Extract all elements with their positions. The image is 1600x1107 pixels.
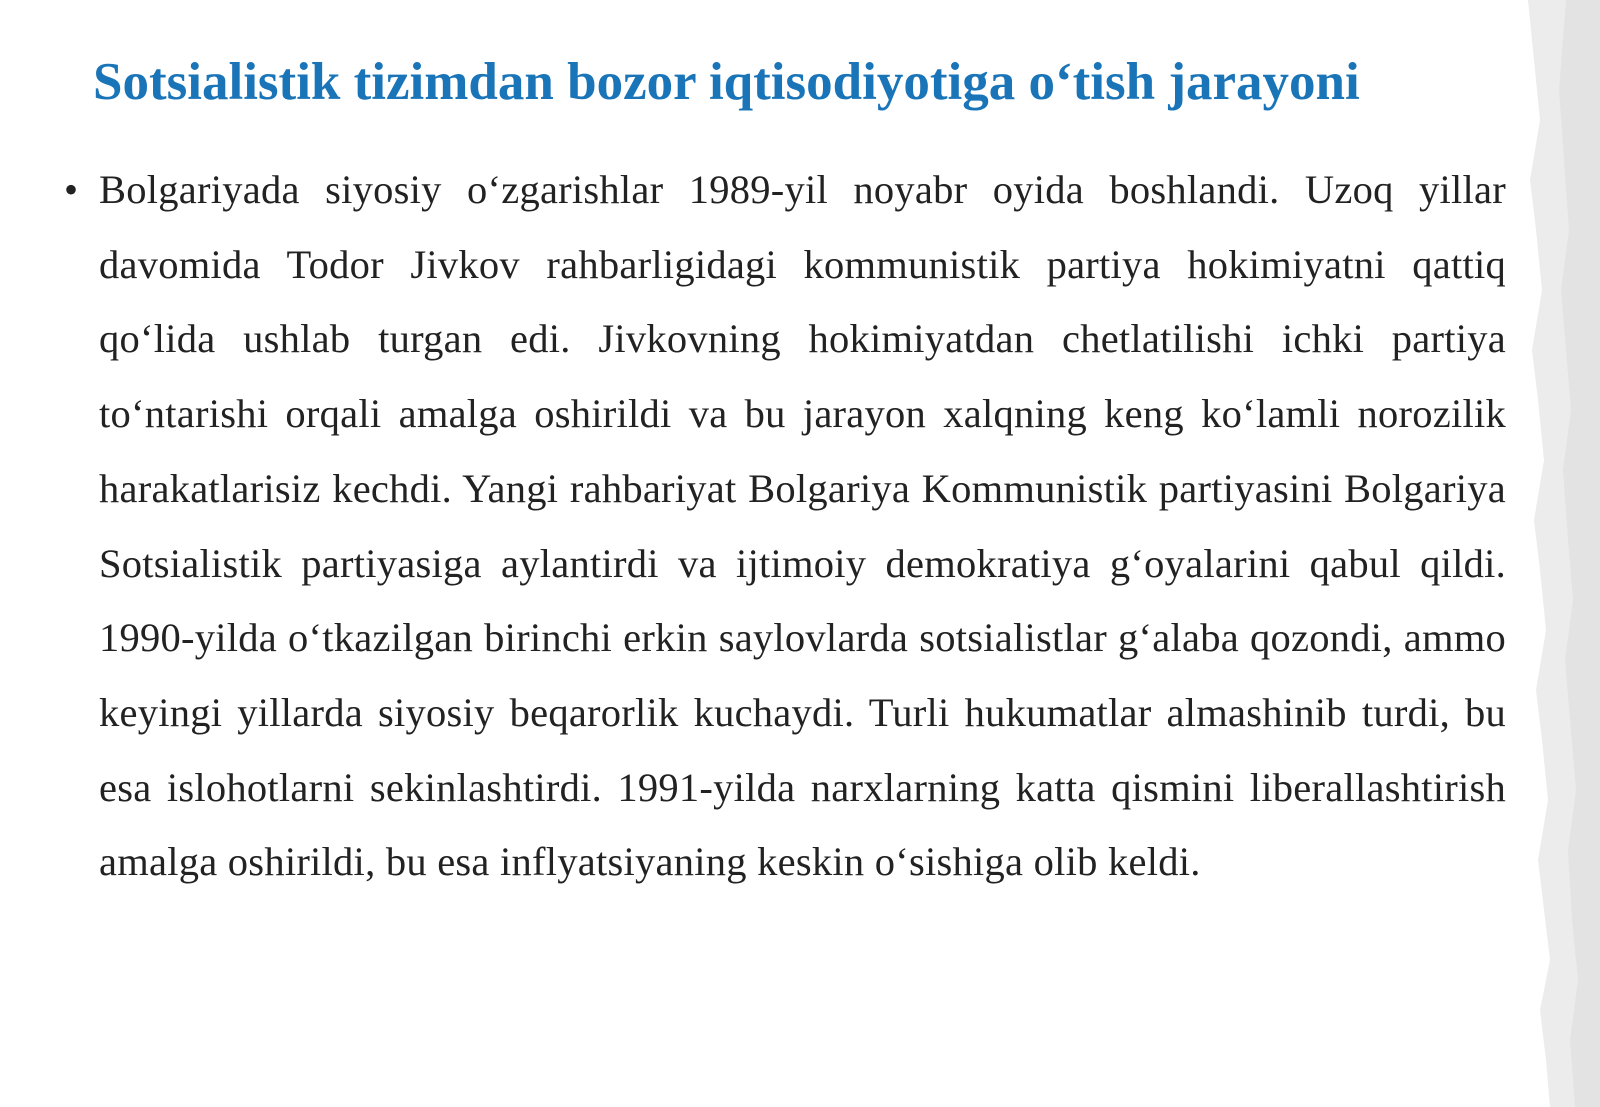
bullet-paragraph: Bolgariyada siyosiy o‘zgarishlar 1989-yil noyabr oyida boshlandi. Uzoq yillar davomida Todor Jivkov rahbarligidagi kommunistik partiya hokimiyatni qattiq qo‘lida ushlab turgan edi. Jivkovning hokimiyatdan chetlatilishi ichki partiya to‘ntarishi orqali amalga oshirildi va bu jarayon xalqning keng ko‘lamli norozilik harakatlarisiz kechdi. Yangi rahbariyat Bolgariya Kommunistik partiyasini Bolgariya Sotsialistik partiyasiga aylantirdi va ijtimoiy demokratiya g‘oyalarini qabul qildi. 1990-yilda o‘tkazilgan birinchi erkin saylovlarda sotsialistlar g‘alaba qozondi, ammo keyingi yillarda siyosiy beqarorlik kuchaydi. Turli hukumatlar almashinib turdi, bu esa islohotlarni sekinlashtirdi. 1991-yilda narxlarning katta qismini liberallashtirish amalga oshirildi, bu esa inflyatsiyaning keskin o‘sishiga olib keldi. [99,167,1506,885]
bullet-marker: • [64,167,79,212]
slide-title: Sotsialistik tizimdan bozor iqtisodiyotiga o‘tish jarayoni [93,53,1360,111]
bullet-list-item [64,153,1506,900]
